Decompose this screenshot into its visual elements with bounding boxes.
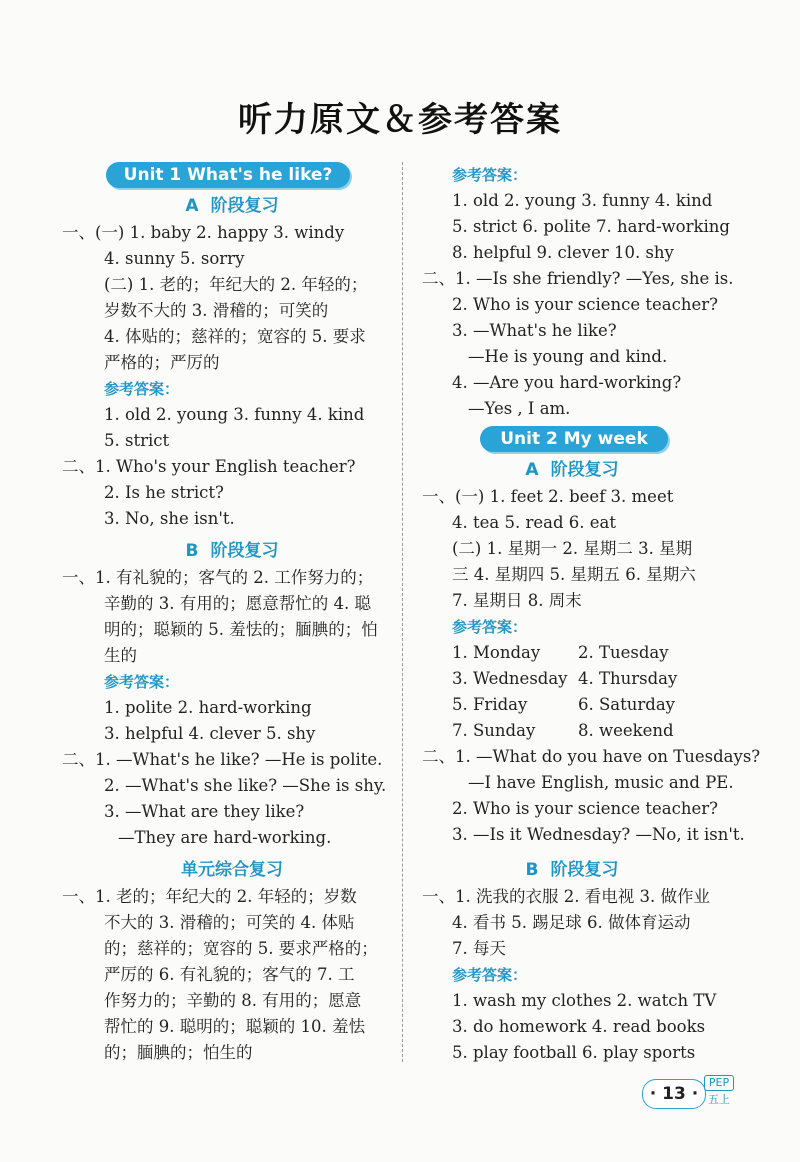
answer-row xyxy=(422,692,760,718)
text-line: 二、1. —What's he like? —He is polite. xyxy=(62,750,383,769)
text-line: 3. —What are they like? xyxy=(104,802,305,821)
answer-line: 3. helpful 4. clever 5. shy xyxy=(104,724,316,743)
text-line: 2. Is he strict? xyxy=(104,483,224,502)
section-a-heading xyxy=(462,458,682,482)
text-line: 生的 xyxy=(104,646,137,665)
answer-label: 参考答案： xyxy=(104,673,180,691)
answer-line: 5. strict 6. polite 7. hard-working xyxy=(452,217,730,236)
section-letter: A xyxy=(525,460,539,480)
section-label: 阶段复习 xyxy=(550,860,619,880)
text-line: 一、1. 有礼貌的；客气的 2. 工作努力的； xyxy=(62,568,374,587)
answer-cell: 7. Sunday xyxy=(452,721,536,740)
edition-badge-bottom: 五上 xyxy=(708,1093,730,1106)
answer-line: 8. helpful 9. clever 10. shy xyxy=(452,243,674,262)
text-line: 不大的 3. 滑稽的；可笑的 4. 体贴 xyxy=(104,913,355,932)
unit1-c-answers xyxy=(422,162,734,422)
text-line: 的；慈祥的；宽容的 5. 要求严格的； xyxy=(104,939,378,958)
text-line: 4. —Are you hard-working? xyxy=(452,373,682,392)
section-label: 阶段复习 xyxy=(210,196,279,216)
answer-label: 参考答案： xyxy=(452,966,528,984)
text-line: 4. tea 5. read 6. eat xyxy=(452,513,616,532)
text-line: 4. sunny 5. sorry xyxy=(104,249,245,268)
answer-line: 5. strict xyxy=(104,431,170,450)
section-letter: A xyxy=(185,196,199,216)
section-a-heading xyxy=(122,194,342,218)
answer-line: 1. old 2. young 3. funny 4. kind xyxy=(104,405,365,424)
section-letter: B xyxy=(185,541,199,561)
section-c-heading xyxy=(122,858,342,882)
text-line: 一、1. 洗我的衣服 2. 看电视 3. 做作业 xyxy=(422,887,710,906)
text-line: 7. 星期日 8. 周末 xyxy=(452,591,582,610)
unit1-a-part1 xyxy=(62,220,367,532)
unit2-a-part xyxy=(422,484,760,848)
answer-label: 参考答案： xyxy=(452,166,528,184)
text-line: 3. —What's he like? xyxy=(452,321,617,340)
text-line: 二、1. Who's your English teacher? xyxy=(62,457,356,476)
text-line: 明的；聪颖的 5. 羞怯的；腼腆的；怕 xyxy=(104,620,378,639)
text-line: 4. 看书 5. 踢足球 6. 做体育运动 xyxy=(452,913,691,932)
answer-row xyxy=(422,640,760,666)
answer-cell: 5. Friday xyxy=(452,695,528,714)
answer-line: 1. wash my clothes 2. watch TV xyxy=(452,991,717,1010)
text-line: —I have English, music and PE. xyxy=(468,773,734,792)
text-line: 岁数不大的 3. 滑稽的；可笑的 xyxy=(104,301,329,320)
answer-line: 1. old 2. young 3. funny 4. kind xyxy=(452,191,713,210)
text-line: 7. 每天 xyxy=(452,939,506,958)
text-line: 一、(一) 1. baby 2. happy 3. windy xyxy=(62,223,345,242)
text-line: 作努力的；辛勤的 8. 有用的；愿意 xyxy=(104,991,362,1010)
text-line: 二、1. —What do you have on Tuesdays? xyxy=(422,747,761,766)
text-line: 二、1. —Is she friendly? —Yes, she is. xyxy=(422,269,734,288)
section-label: 单元综合复习 xyxy=(181,860,283,880)
section-letter: B xyxy=(525,860,539,880)
text-line: —Yes , I am. xyxy=(468,399,571,418)
text-line: 三 4. 星期四 5. 星期五 6. 星期六 xyxy=(452,565,696,584)
edition-badge xyxy=(704,1075,734,1107)
section-b-heading xyxy=(462,858,682,882)
answer-row xyxy=(422,718,760,744)
answer-cell: 8. weekend xyxy=(578,721,674,740)
unit1-banner: Unit 1 What's he like? xyxy=(106,162,350,188)
answer-cell: 3. Wednesday xyxy=(452,669,568,688)
text-line: 4. 体贴的；慈祥的；宽容的 5. 要求 xyxy=(104,327,366,346)
text-line: 的；腼腆的；怕生的 xyxy=(104,1043,253,1062)
section-label: 阶段复习 xyxy=(210,541,279,561)
text-line: 严厉的 6. 有礼貌的；客气的 7. 工 xyxy=(104,965,355,984)
text-line: 帮忙的 9. 聪明的；聪颖的 10. 羞怯 xyxy=(104,1017,365,1036)
answer-cell: 1. Monday xyxy=(452,643,541,662)
text-line: —They are hard-working. xyxy=(118,828,332,847)
text-line: 2. Who is your science teacher? xyxy=(452,799,718,818)
text-line: 严格的；严厉的 xyxy=(104,353,220,372)
section-b-heading xyxy=(122,539,342,563)
answer-row xyxy=(422,666,760,692)
column-divider xyxy=(402,162,403,1062)
text-line: 一、1. 老的；年纪大的 2. 年轻的；岁数 xyxy=(62,887,357,906)
unit1-b-part xyxy=(62,565,386,851)
unit1-c-part xyxy=(62,884,378,1066)
edition-badge-top: PEP xyxy=(704,1075,734,1091)
page-number: · 13 · xyxy=(642,1079,706,1109)
text-line: —He is young and kind. xyxy=(468,347,668,366)
answer-label: 参考答案： xyxy=(104,380,180,398)
unit2-b-part xyxy=(422,884,716,1066)
text-line: (二) 1. 老的；年纪大的 2. 年轻的； xyxy=(104,275,368,294)
section-label: 阶段复习 xyxy=(550,460,619,480)
answer-line: 1. polite 2. hard-working xyxy=(104,698,312,717)
answer-cell: 4. Thursday xyxy=(578,669,678,688)
answer-cell: 2. Tuesday xyxy=(578,643,669,662)
text-line: (二) 1. 星期一 2. 星期二 3. 星期 xyxy=(452,539,693,558)
unit2-banner: Unit 2 My week xyxy=(480,426,668,452)
text-line: 3. —Is it Wednesday? —No, it isn't. xyxy=(452,825,745,844)
text-line: 2. —What's she like? —She is shy. xyxy=(104,776,387,795)
answer-line: 5. play football 6. play sports xyxy=(452,1043,696,1062)
text-line: 辛勤的 3. 有用的；愿意帮忙的 4. 聪 xyxy=(104,594,371,613)
text-line: 3. No, she isn't. xyxy=(104,509,235,528)
text-line: 一、(一) 1. feet 2. beef 3. meet xyxy=(422,487,674,506)
text-line: 2. Who is your science teacher? xyxy=(452,295,718,314)
page-title: 听力原文＆参考答案 xyxy=(238,100,562,140)
answer-line: 3. do homework 4. read books xyxy=(452,1017,706,1036)
answer-label: 参考答案： xyxy=(452,618,528,636)
answer-cell: 6. Saturday xyxy=(578,695,675,714)
